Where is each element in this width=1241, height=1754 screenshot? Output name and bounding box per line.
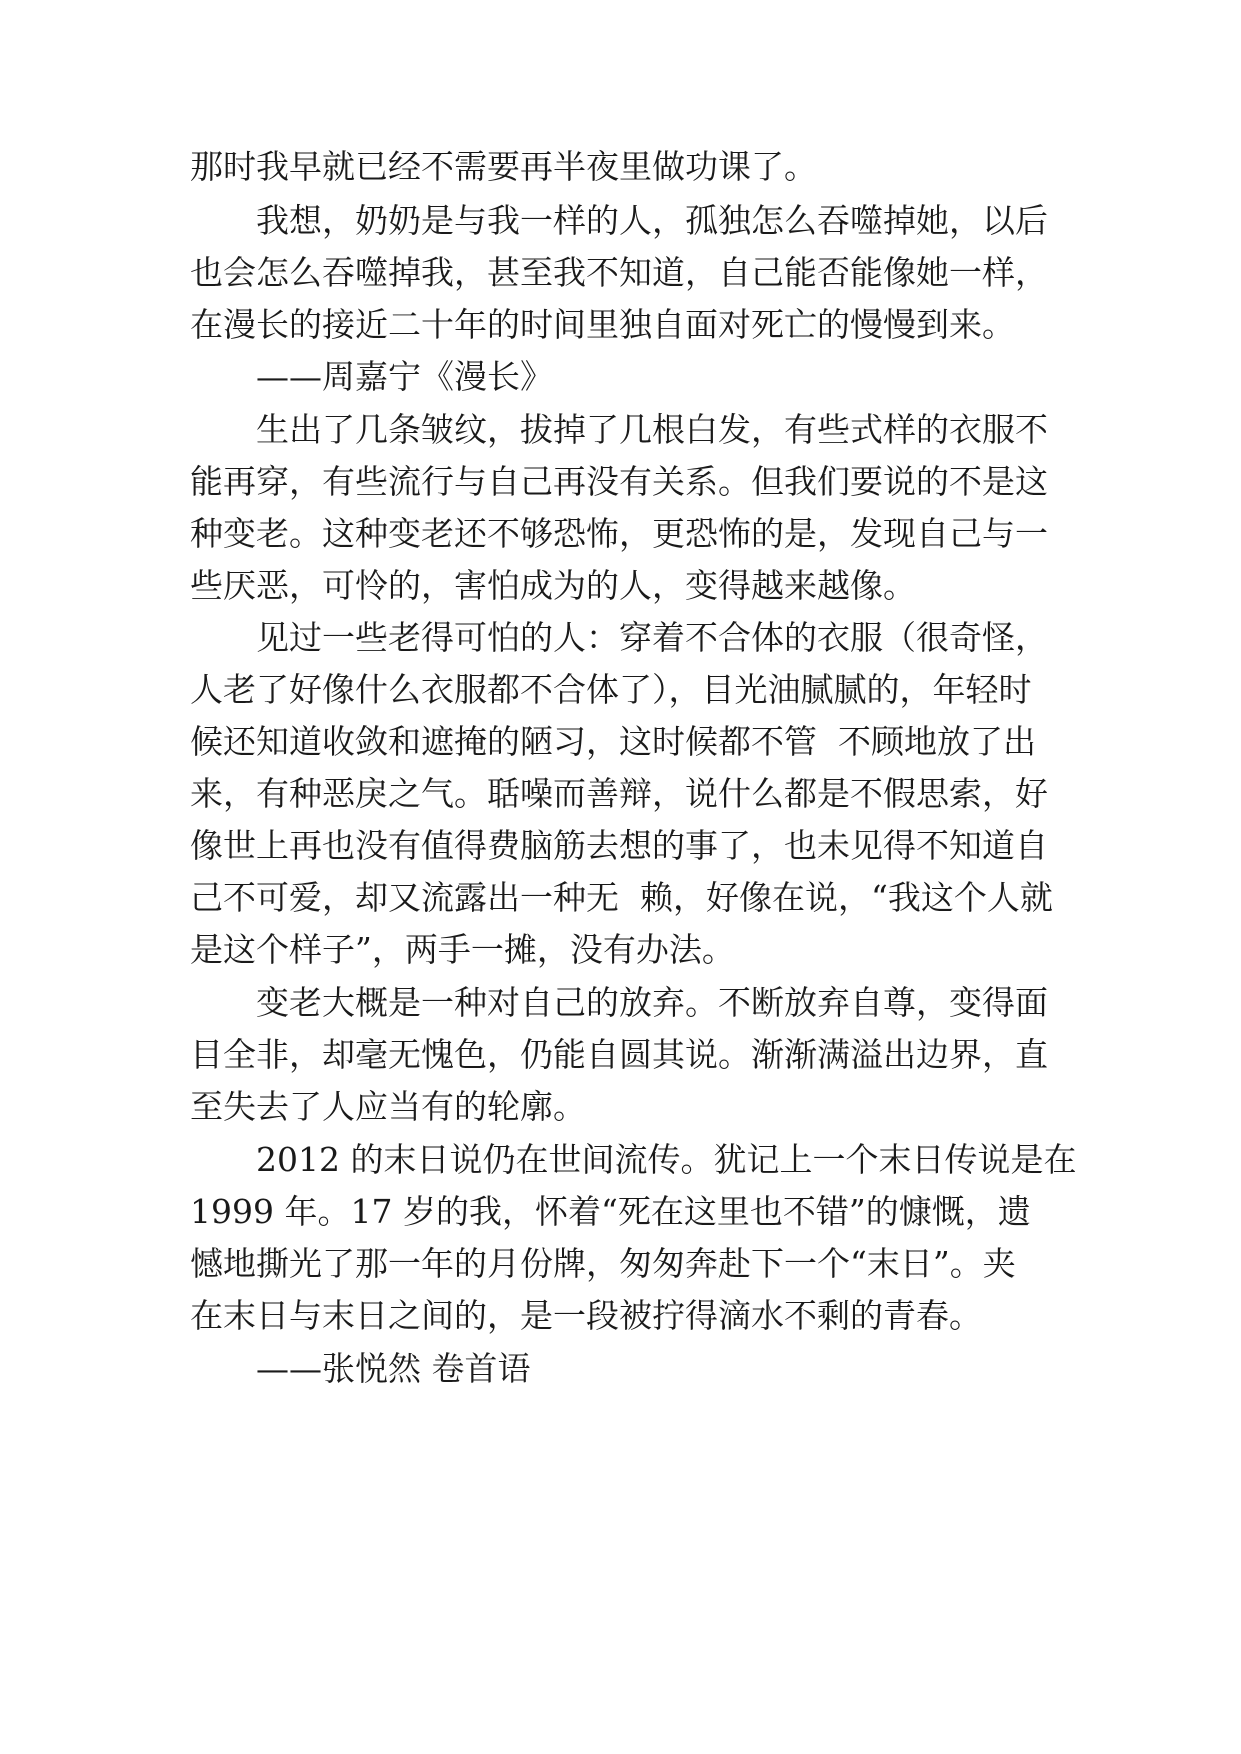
text-line: 在漫长的接近二十年的时间里独自面对死亡的慢慢到来。 [190, 305, 1015, 344]
text-line: 来，有种恶戾之气。聒噪而善辩，说什么都是不假思索，好 [190, 774, 1048, 813]
text-line: 人老了好像什么衣服都不合体了），目光油腻腻的，年轻时 [190, 670, 1032, 709]
text-line: 在末日与末日之间的，是一段被拧得滴水不剩的青春。 [190, 1296, 982, 1335]
paragraph-start: 变老大概是一种对自己的放弃。不断放弃自尊，变得面 [256, 983, 1048, 1022]
text-line: 目全非，却毫无愧色，仍能自圆其说。渐渐满溢出边界，直 [190, 1035, 1048, 1074]
paragraph-start: 2012 的末日说仍在世间流传。犹记上一个末日传说是在 [256, 1140, 1077, 1179]
text-line: 能再穿，有些流行与自己再没有关系。但我们要说的不是这 [190, 462, 1048, 501]
attribution: ——周嘉宁《漫长》 [256, 357, 553, 396]
text-line: 是这个样子”，两手一摊，没有办法。 [190, 930, 735, 969]
text-line: 也会怎么吞噬掉我，甚至我不知道，自己能否能像她一样， [190, 253, 1048, 292]
text-line: 至失去了人应当有的轮廓。 [190, 1087, 586, 1126]
text-line: 己不可爱，却又流露出一种无 赖，好像在说，“我这个人就 [190, 878, 1053, 917]
paragraph-start: 生出了几条皱纹，拔掉了几根白发，有些式样的衣服不 [256, 410, 1048, 449]
text-line: 候还知道收敛和遮掩的陋习，这时候都不管 不顾地放了出 [190, 722, 1036, 761]
paragraph-start: 我想，奶奶是与我一样的人，孤独怎么吞噬掉她，以后 [256, 201, 1048, 240]
text-line: 些厌恶，可怜的，害怕成为的人，变得越来越像。 [190, 566, 916, 605]
text-line: 那时我早就已经不需要再半夜里做功课了。 [190, 147, 817, 186]
text-line: 像世上再也没有值得费脑筋去想的事了，也未见得不知道自 [190, 826, 1048, 865]
text-line: 憾地撕光了那一年的月份牌，匆匆奔赴下一个“末日”。夹 [190, 1244, 1016, 1283]
paragraph-start: 见过一些老得可怕的人：穿着不合体的衣服（很奇怪， [256, 618, 1048, 657]
text-line: 1999 年。17 岁的我，怀着“死在这里也不错”的慷慨，遗 [190, 1192, 1031, 1231]
text-line: 种变老。这种变老还不够恐怖，更恐怖的是，发现自己与一 [190, 514, 1048, 553]
attribution: ——张悦然 卷首语 [256, 1349, 531, 1388]
